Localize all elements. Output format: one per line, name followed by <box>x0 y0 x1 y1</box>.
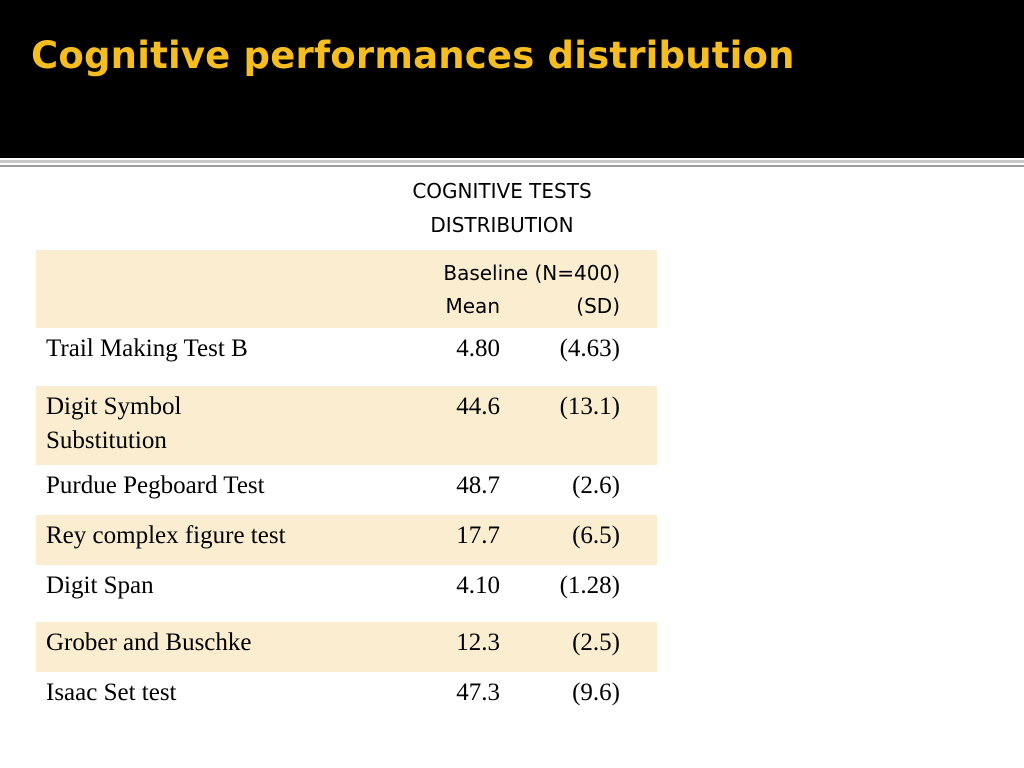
table-row <box>36 565 657 622</box>
table-row <box>36 465 657 515</box>
mean-value: 4.80 <box>456 335 500 362</box>
title-bar <box>0 0 1024 158</box>
table-heading-line-1: COGNITIVE TESTS <box>412 179 592 203</box>
mean-column-header: Mean <box>445 294 500 318</box>
sd-value: (4.63) <box>559 335 620 362</box>
baseline-group-header: Baseline (N=400) <box>443 261 620 285</box>
mean-value: 47.3 <box>456 679 500 706</box>
table-row <box>36 672 657 724</box>
mean-value: 17.7 <box>456 522 500 549</box>
test-name-line-1: Trail Making Test B <box>46 335 248 362</box>
sd-value: (13.1) <box>559 393 620 420</box>
test-name <box>46 390 366 458</box>
sd-value: (6.5) <box>572 522 620 549</box>
mean-value: 4.10 <box>456 572 500 599</box>
sd-value: (2.5) <box>572 629 620 656</box>
table-row <box>36 386 657 465</box>
table-row <box>36 515 657 565</box>
title-divider-light <box>0 160 1024 163</box>
table-heading-line-2: DISTRIBUTION <box>430 213 574 237</box>
test-name-line-1: Isaac Set test <box>46 679 177 706</box>
test-name <box>46 519 366 553</box>
mean-value: 44.6 <box>456 393 500 420</box>
test-name <box>46 626 366 660</box>
sd-value: (9.6) <box>572 679 620 706</box>
slide-title: Cognitive performances distribution <box>31 34 795 77</box>
test-name-line-1: Grober and Buschke <box>46 629 252 656</box>
test-name-line-1: Digit Span <box>46 572 154 599</box>
sd-value: (1.28) <box>559 572 620 599</box>
test-name-line-2: Substitution <box>46 427 167 454</box>
table-header-row <box>36 250 657 328</box>
sd-value: (2.6) <box>572 472 620 499</box>
title-divider-dark <box>0 165 1024 167</box>
table-column-heading <box>362 174 642 242</box>
test-name-line-1: Digit Symbol <box>46 393 182 420</box>
mean-value: 48.7 <box>456 472 500 499</box>
test-name <box>46 332 366 366</box>
test-name-line-1: Purdue Pegboard Test <box>46 472 265 499</box>
table-row <box>36 332 657 386</box>
test-name <box>46 569 366 603</box>
test-name <box>46 676 366 710</box>
sd-column-header: (SD) <box>576 294 620 318</box>
test-name <box>46 469 366 503</box>
mean-value: 12.3 <box>456 629 500 656</box>
test-name-line-1: Rey complex figure test <box>46 522 286 549</box>
table-row <box>36 622 657 672</box>
